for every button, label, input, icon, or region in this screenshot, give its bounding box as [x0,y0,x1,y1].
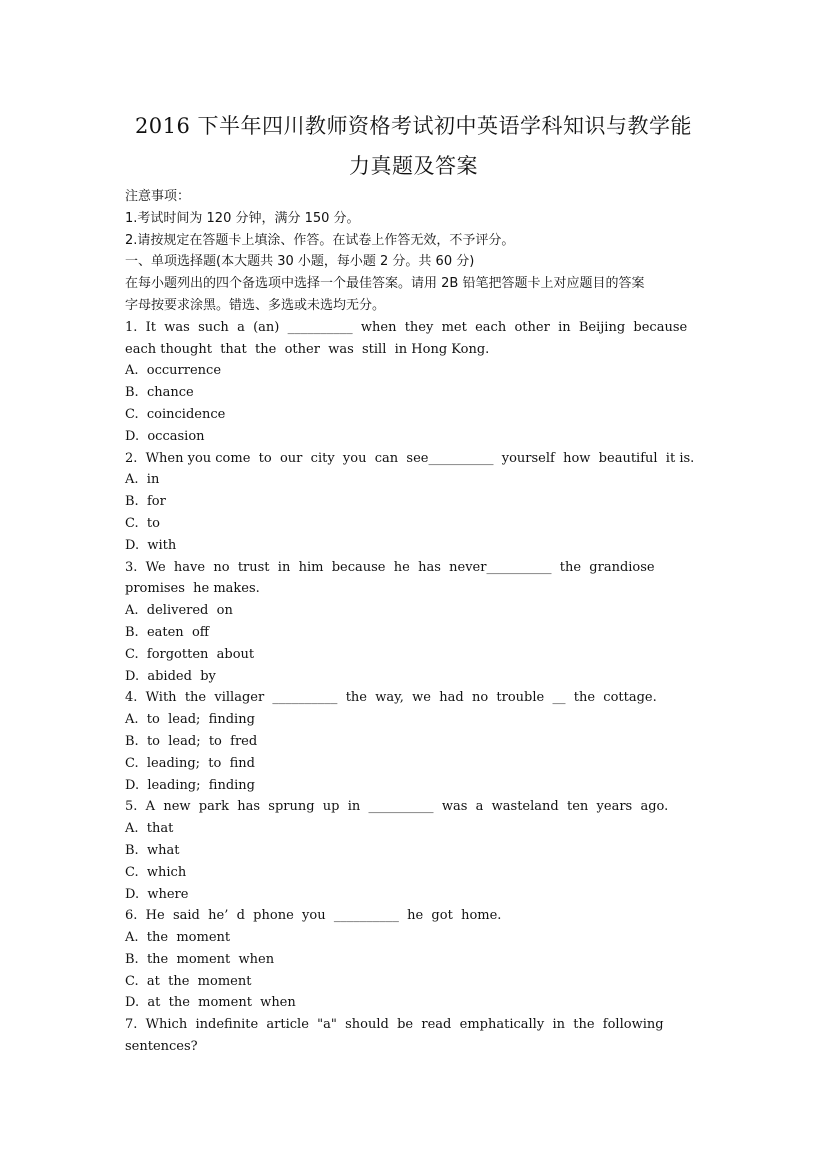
question-1-option-b: B. chance [125,385,194,401]
question-4-stem: 4. With the villager __________ the way, we had no trouble __ the cottage. [125,690,657,706]
document-title-line1: 2016 下半年四川教师资格考试初中英语学科知识与教学能 [134,114,693,138]
question-6-option-d: D. at the moment when [125,995,296,1011]
question-6-option-b: B. the moment when [125,951,275,967]
question-6-option-a: A. the moment [125,930,231,946]
notes-item-1: 1.考试时间为 120 分钟，满分 150 分。 [125,210,360,226]
question-5-option-c: C. which [125,864,187,880]
question-3-option-a: A. delivered on [125,603,233,619]
question-1-option-d: D. occasion [125,428,205,444]
section-heading: 一、单项选择题(本大题共 30 小题，每小题 2 分。共 60 分) [125,254,475,270]
question-4-option-a: A. to lead; finding [125,712,255,728]
question-5-option-a: A. that [125,821,174,837]
question-1-option-c: C. coincidence [125,406,226,422]
question-3-option-c: C. forgotten about [125,646,255,662]
section-instruction-line1: 在每小题列出的四个备选项中选择一个最佳答案。请用 2B 铅笔把答题卡上对应题目的答案 [125,276,645,292]
document-title-line2: 力真题及答案 [349,154,478,178]
document-body [125,186,705,1058]
question-2-option-a: A. in [125,472,160,488]
notes-heading: 注意事项： [125,189,191,204]
notes-item-2: 2.请按规定在答题卡上填涂、作答。在试卷上作答无效，不予评分。 [125,232,515,248]
question-5-option-d: D. where [125,886,189,902]
question-1-option-a: A. occurrence [125,363,222,379]
question-6-stem: 6. He said he’ d phone you __________ he got home. [125,908,502,924]
question-2-option-b: B. for [125,494,166,510]
question-2-option-d: D. with [125,537,177,553]
question-6-option-c: C. at the moment [125,973,252,989]
question-4-option-b: B. to lead; to fred [125,733,258,749]
question-3-option-d: D. abided by [125,668,216,684]
question-5-option-b: B. what [125,842,180,858]
question-1-stem: 1. It was such a (an) __________ when they met each other in Beijing because [125,319,688,335]
question-4-option-d: D. leading; finding [125,777,255,793]
question-4-option-c: C. leading; to find [125,755,255,771]
question-2-option-c: C. to [125,515,160,531]
question-3-stem-cont: promises he makes. [125,581,260,597]
section-instruction-line2: 字母按要求涂黑。错选、多选或未选均无分。 [125,297,386,313]
question-7-stem: 7. Which indefinite article "a" should be read emphatically in the following [125,1017,664,1033]
question-5-stem: 5. A new park has sprung up in __________ was a wasteland ten years ago. [125,799,669,815]
question-1-stem-cont: each thought that the other was still in Hong Kong. [125,341,490,357]
question-3-stem: 3. We have no trust in him because he has never__________ the grandiose [125,559,655,575]
question-7-stem-cont: sentences? [125,1039,198,1055]
question-2-stem: 2. When you come to our city you can see__________ yourself how beautiful it is. [125,450,695,466]
question-3-option-b: B. eaten off [125,624,210,640]
